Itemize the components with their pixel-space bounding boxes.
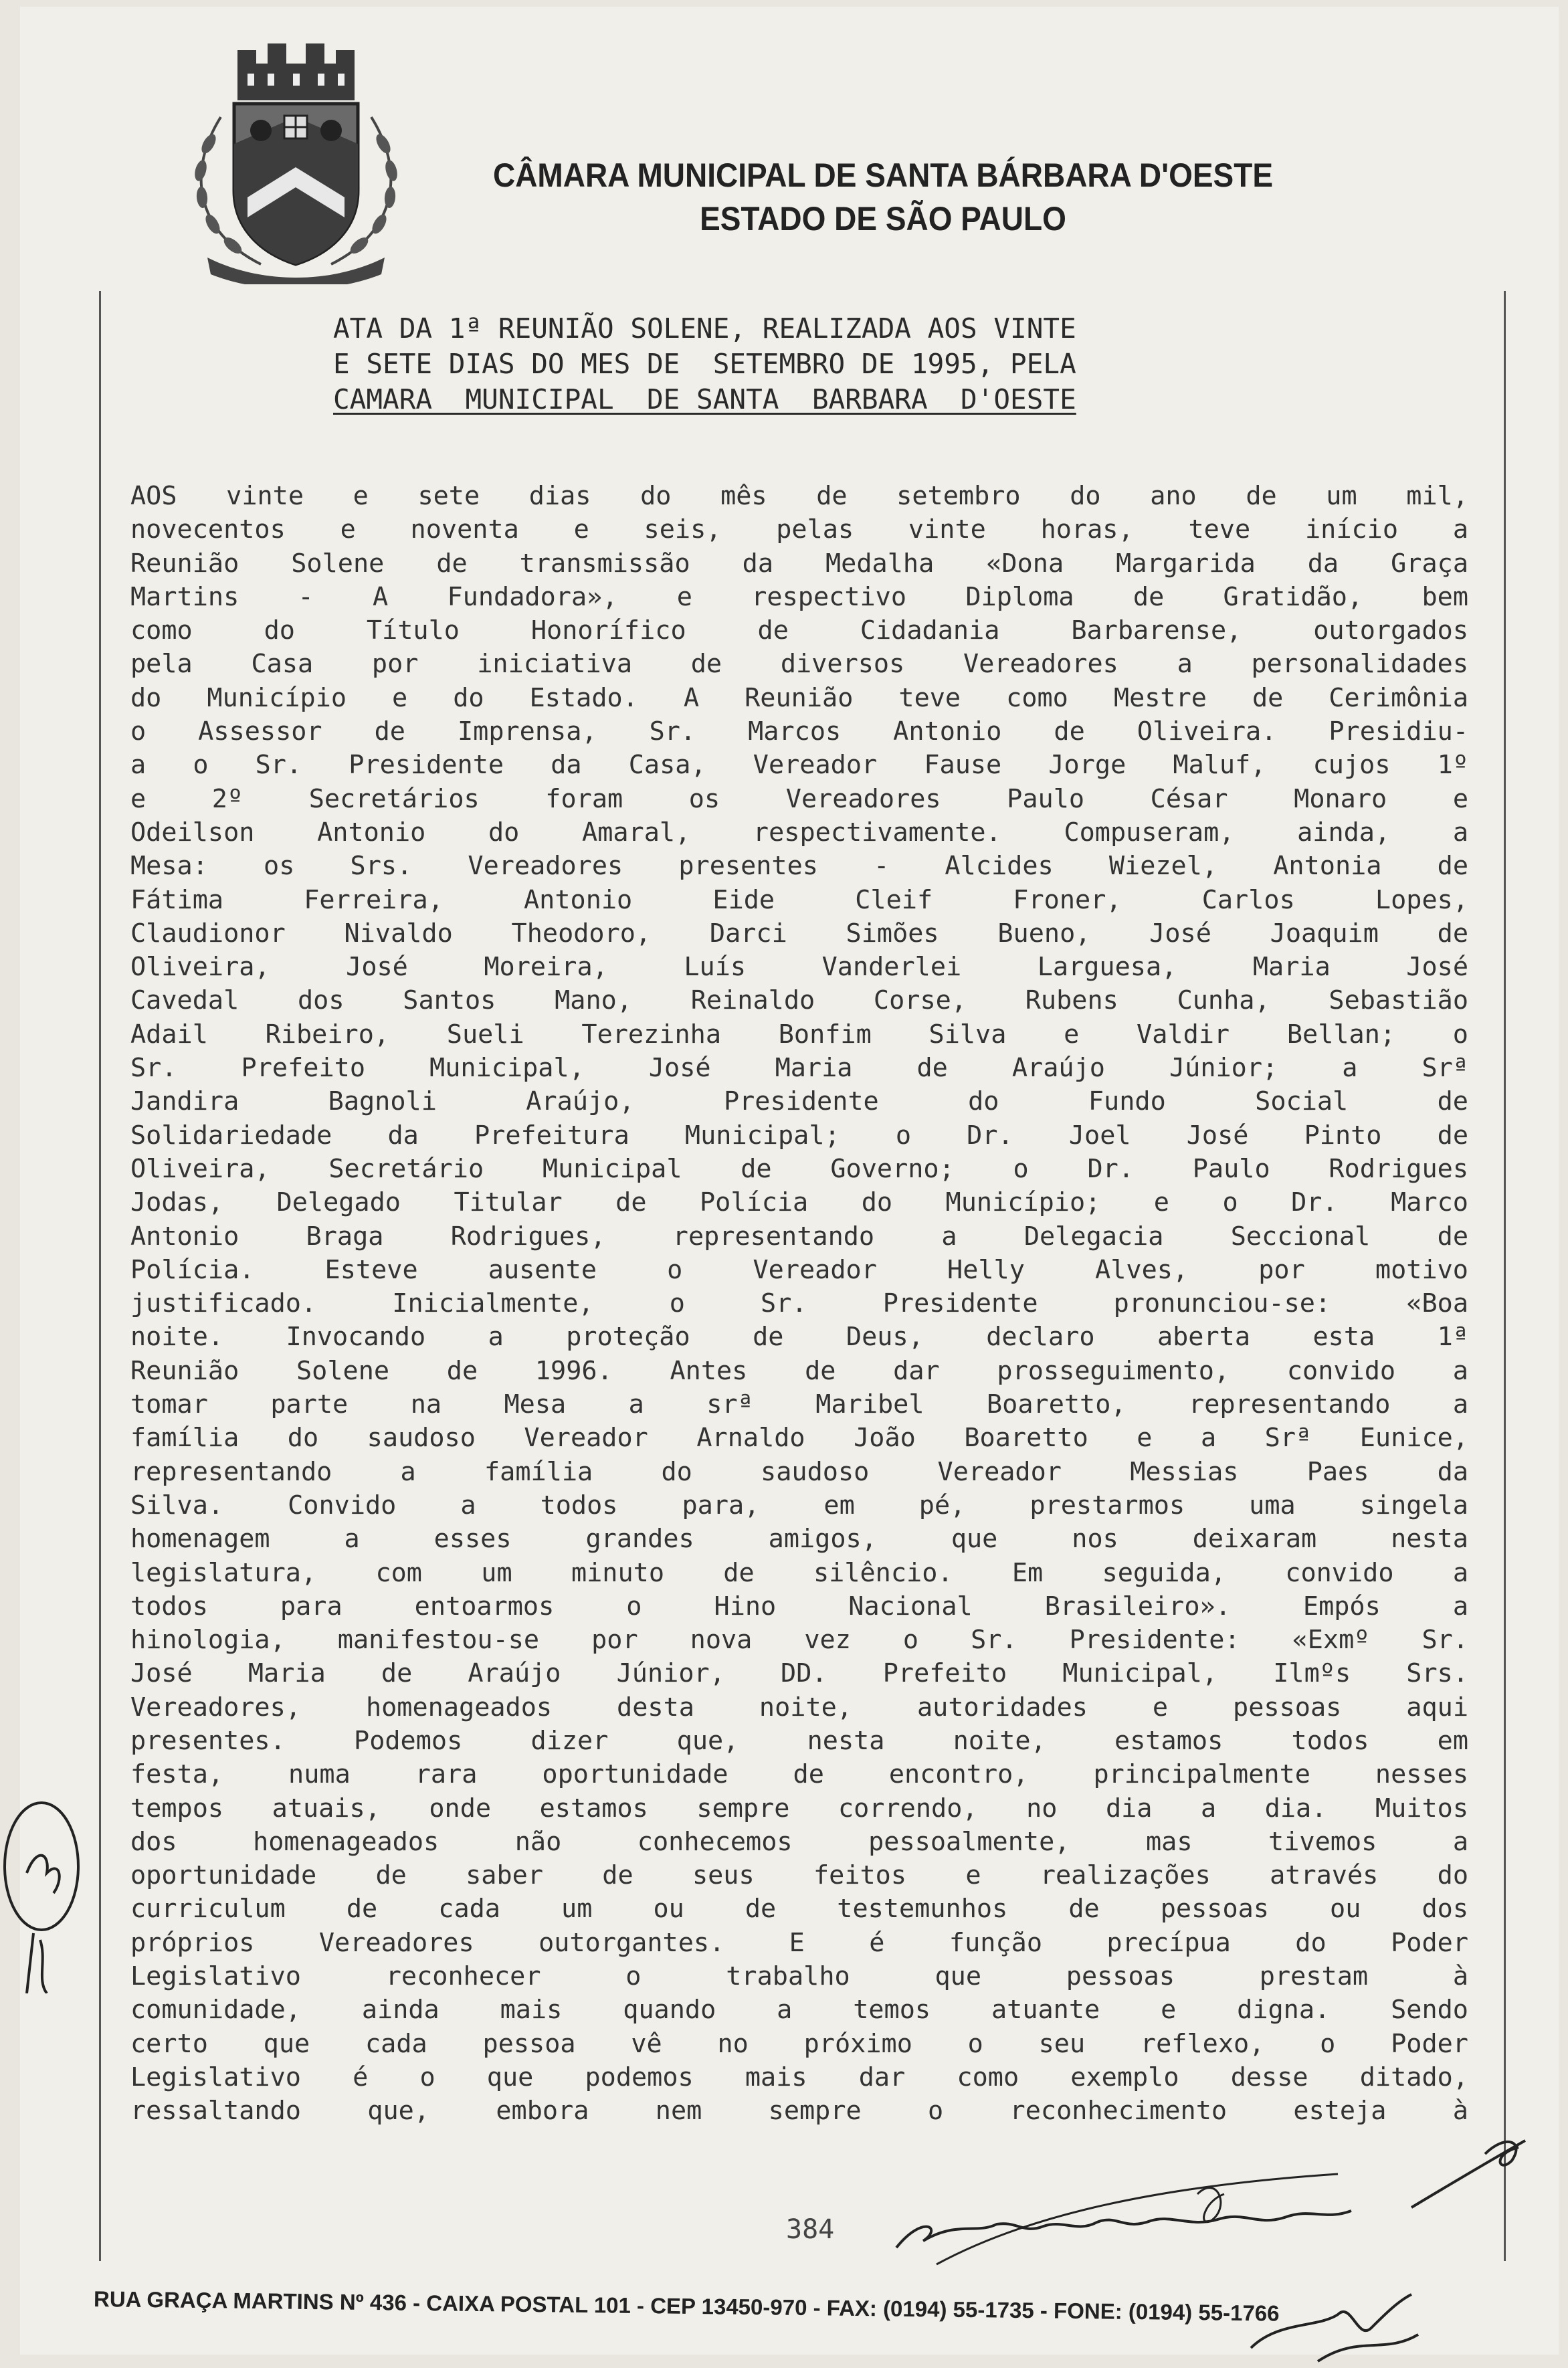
- body-line: oportunidade de saber de seus feitos e realizações através do: [130, 1860, 1468, 1891]
- title-line: ATA DA 1ª REUNIÃO SOLENE, REALIZADA AOS VINTE: [333, 312, 1076, 344]
- body-line: representando a família do saudoso Vereador Messias Paes da: [130, 1456, 1468, 1487]
- body-line: Martins - A Fundadora», e respectivo Diploma de Gratidão, bem: [130, 581, 1468, 612]
- coat-of-arms-logo: [181, 37, 411, 284]
- letterhead-state: ESTADO DE SÃO PAULO: [700, 200, 1066, 237]
- body-line: Sr. Prefeito Municipal, José Maria de Araújo Júnior; a Srª: [130, 1053, 1468, 1084]
- minutes-title: [333, 311, 1256, 417]
- body-line: família do saudoso Vereador Arnaldo João Boaretto e a Srª Eunice,: [130, 1423, 1468, 1454]
- body-line: Silva. Convido a todos para, em pé, prestarmos uma singela: [130, 1490, 1468, 1520]
- minutes-body: [130, 480, 1468, 2129]
- body-line: festa, numa rara oportunidade de encontro, principalmente nesses: [130, 1759, 1468, 1790]
- document-page: [20, 7, 1559, 2355]
- body-line: homenagem a esses grandes amigos, que nos deixaram nesta: [130, 1524, 1468, 1555]
- left-margin-rule: [99, 291, 101, 2261]
- body-line: comunidade, ainda mais quando a temos atuante e digna. Sendo: [130, 1995, 1468, 2026]
- body-line: Solidariedade da Prefeitura Municipal; o Dr. Joel José Pinto de: [130, 1120, 1468, 1151]
- body-line: e 2º Secretários foram os Vereadores Paulo César Monaro e: [130, 783, 1468, 814]
- body-line: Legislativo reconhecer o trabalho que pessoas prestam à: [130, 1961, 1468, 1992]
- body-line: pela Casa por iniciativa de diversos Vereadores a personalidades: [130, 649, 1468, 680]
- body-line: Claudionor Nivaldo Theodoro, Darci Simões Bueno, José Joaquim de: [130, 918, 1468, 949]
- body-line: presentes. Podemos dizer que, nesta noite, estamos todos em: [130, 1725, 1468, 1756]
- body-line: Vereadores, homenageados desta noite, autoridades e pessoas aqui: [130, 1692, 1468, 1722]
- body-line: hinologia, manifestou-se por nova vez o Sr. Presidente: «Exmº Sr.: [130, 1625, 1468, 1656]
- title-line: E SETE DIAS DO MES DE SETEMBRO DE 1995, PELA: [333, 348, 1076, 380]
- body-line: Fátima Ferreira, Antonio Eide Cleif Froner, Carlos Lopes,: [130, 884, 1468, 915]
- body-line: ressaltando que, embora nem sempre o reconhecimento esteja à: [130, 2096, 1468, 2127]
- body-line: tomar parte na Mesa a srª Maribel Boaretto, representando a: [130, 1389, 1468, 1420]
- title-line: CAMARA MUNICIPAL DE SANTA BARBARA D'OESTE: [333, 383, 1076, 415]
- body-line: todos para entoarmos o Hino Nacional Brasileiro». Empós a: [130, 1591, 1468, 1621]
- body-line: justificado. Inicialmente, o Sr. Presidente pronunciou-se: «Boa: [130, 1288, 1468, 1319]
- body-line: Mesa: os Srs. Vereadores presentes - Alcides Wiezel, Antonia de: [130, 851, 1468, 882]
- body-line: o Assessor de Imprensa, Sr. Marcos Antonio de Oliveira. Presidiu-: [130, 716, 1468, 747]
- body-line: Odeilson Antonio do Amaral, respectivamente. Compuseram, ainda, a: [130, 817, 1468, 848]
- body-line: AOS vinte e sete dias do mês de setembro do ano de um mil,: [130, 481, 1468, 511]
- body-line: Cavedal dos Santos Mano, Reinaldo Corse, Rubens Cunha, Sebastião: [130, 985, 1468, 1016]
- body-line: Reunião Solene de transmissão da Medalha «Dona Margarida da Graça: [130, 548, 1468, 579]
- signature: [883, 2147, 1418, 2268]
- body-line: como do Título Honorífico de Cidadania Barbarense, outorgados: [130, 615, 1468, 646]
- body-line: tempos atuais, onde estamos sempre correndo, no dia a dia. Muitos: [130, 1793, 1468, 1823]
- body-line: certo que cada pessoa vê no próximo o seu reflexo, o Poder: [130, 2028, 1468, 2059]
- right-margin-rule: [1504, 291, 1506, 2261]
- body-line: Legislativo é o que podemos mais dar como exemplo desse ditado,: [130, 2062, 1468, 2092]
- body-line: Antonio Braga Rodrigues, representando a Delegacia Seccional de: [130, 1221, 1468, 1252]
- body-line: próprios Vereadores outorgantes. E é função precípua do Poder: [130, 1927, 1468, 1958]
- body-line: dos homenageados não conhecemos pessoalmente, mas tivemos a: [130, 1826, 1468, 1857]
- letterhead-institution: CÂMARA MUNICIPAL DE SANTA BÁRBARA D'OESTE: [492, 157, 1274, 194]
- body-line: Jandira Bagnoli Araújo, Presidente do Fundo Social de: [130, 1086, 1468, 1117]
- initials-mark: [1405, 2114, 1539, 2221]
- body-line: Polícia. Esteve ausente o Vereador Helly Alves, por motivo: [130, 1254, 1468, 1285]
- body-line: José Maria de Araújo Júnior, DD. Prefeito Municipal, Ilmºs Srs.: [130, 1658, 1468, 1689]
- letterhead: [483, 154, 1283, 241]
- body-line: a o Sr. Presidente da Casa, Vereador Fause Jorge Maluf, cujos 1º: [130, 750, 1468, 781]
- body-line: Oliveira, José Moreira, Luís Vanderlei Larguesa, Maria José: [130, 952, 1468, 983]
- body-line: noite. Invocando a proteção de Deus, declaro aberta esta 1ª: [130, 1322, 1468, 1353]
- initials-mark: [0, 1779, 94, 1993]
- body-line: curriculum de cada um ou de testemunhos de pessoas ou dos: [130, 1894, 1468, 1925]
- body-line: legislatura, com um minuto de silêncio. Em seguida, convido a: [130, 1557, 1468, 1588]
- body-line: do Município e do Estado. A Reunião teve como Mestre de Cerimônia: [130, 682, 1468, 713]
- letterhead-footer: RUA GRAÇA MARTINS Nº 436 - CAIXA POSTAL 101 - CEP 13450-970 - FAX: (0194) 55-1735 - FONE: (0194) 55-1766: [93, 2286, 1280, 2326]
- body-line: novecentos e noventa e seis, pelas vinte horas, teve início a: [130, 514, 1468, 545]
- page-number: 384: [786, 2214, 835, 2245]
- body-line: Oliveira, Secretário Municipal de Governo; o Dr. Paulo Rodrigues: [130, 1153, 1468, 1184]
- body-line: Adail Ribeiro, Sueli Terezinha Bonfim Silva e Valdir Bellan; o: [130, 1019, 1468, 1050]
- body-line: Jodas, Delegado Titular de Polícia do Município; e o Dr. Marco: [130, 1187, 1468, 1218]
- body-line: Reunião Solene de 1996. Antes de dar prosseguimento, convido a: [130, 1355, 1468, 1386]
